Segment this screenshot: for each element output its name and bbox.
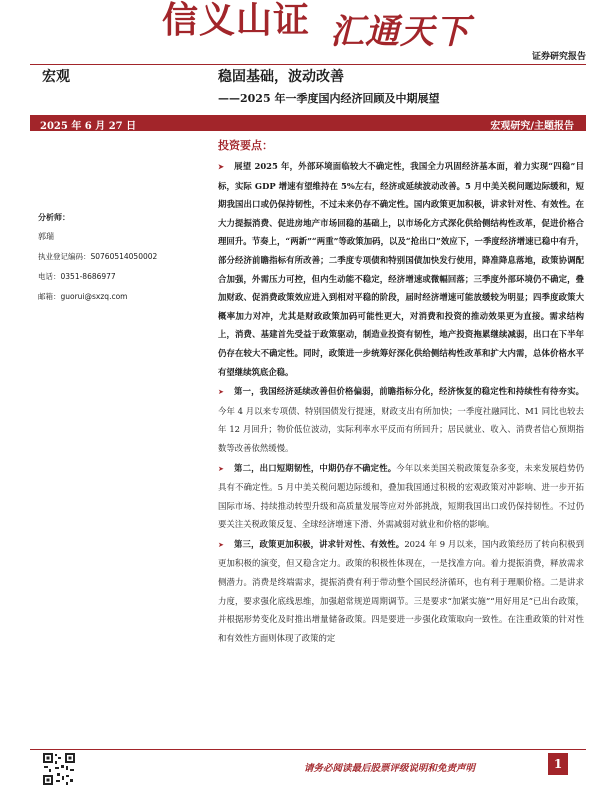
page-title: 稳固基础，波动改善 <box>218 69 344 85</box>
bullet-arrow-icon: ➤ <box>218 540 224 549</box>
report-date: 2025 年 6 月 27 日 <box>40 121 137 132</box>
header-divider <box>30 64 586 65</box>
analyst-phone: 电话：0351-8686977 <box>38 272 116 281</box>
bullet-arrow-icon: ➤ <box>218 388 224 397</box>
qr-code-graphic <box>42 752 76 786</box>
analyst-license: 执业登记编码：S0760514050002 <box>38 252 158 261</box>
footer-divider <box>30 749 586 750</box>
paragraph-text: 2024 年 9 月以来，国内政策经历了转向积极到更加积极的演变，但又稳含定力。政策的积极性体现在，一是找准方向。着力提振消费，释放需求侧潜力。消费是终端需求，提振消费有利于带动整个国民经济循环，也有利于理顺价格。二是讲求力度，要求强化底线思维，加强超常规逆周期调节。三是要求“加紧实施”“用好用足”已出台政策，并根据形势变化及时推出增量储备政策。四是要进一步强化政策取向一致性。在注重政策的针对性和有效性方面则体现了政策的定 <box>218 538 584 643</box>
report-category: 宏观 <box>42 69 70 85</box>
paragraph-text: 展望 2025 年，外部环境面临较大不确定性，我国全力巩固经济基本面，着力实现“四稳”目标，实际 GDP 增速有望维持在 5%左右，经济或延续波动改善。5 月中美关税问题边际缓和，短期我国出口或仍保持韧性，不过未来仍存不确定性。国内政策更加积极，讲求针对性、有效性。在大力提振消费、促进房地产市场回稳的基础上，以市场化方式深化供给侧结构性改革，促进价格合理回升。节奏上，“两新”“两重”等政策加码，以及“抢出口”效应下，一季度经济增速已稳中有升，部分经济前瞻指标有所改善；二季度专项债和特别国债加快发行使用，降准降息落地，政策协调配合加强，外需压力可控，但内生动能不稳定，经济增速或微幅回落；三季度外部环境仍不确定，叠加财政、促消费政策效应进入到相对平稳的阶段，届时经济增速可能放缓较为明显；四季度政策大概率加力对冲，尤其是财政政策加码可能性更大，对消费和投资的推动效果更为直接。需求结构上，消费、基建首先受益于政策驱动，制造业投资有韧性，地产投资拖累继续减弱，出口在下半年仍存在较大不确定性。同时，政策进一步统筹好深化供给侧结构性改革和扩大内需，总体价格水平有望继续筑底企稳。 <box>218 161 584 377</box>
bullet-arrow-icon: ➤ <box>218 464 224 473</box>
analyst-label: 分析师： <box>38 213 70 222</box>
highlights-title: 投资要点： <box>218 139 273 152</box>
paragraph-text: 今年 4 月以来专项债、特别国债发行提速，财政支出有所加快；一季度社融同比、M1 同比也较去年 12 月回升；物价低位波动，实际利率水平反而有所回升；居民就业、收入、消费者信心预期指数等改善依然缓慢。 <box>218 405 584 453</box>
bullet-arrow-icon: ➤ <box>218 162 224 171</box>
page-number: 1 <box>548 753 568 775</box>
paragraph-lead: 第三，政策更加积极，讲求针对性、有效性。 <box>233 538 405 549</box>
highlight-paragraph-2 <box>218 382 584 457</box>
paragraph-lead: 第二，出口短期韧性，中期仍存不确定性。 <box>233 462 397 473</box>
highlight-paragraph-4 <box>218 535 584 648</box>
disclaimer-notice: 请务必阅读最后股票评级说明和免责声明 <box>304 763 476 774</box>
paragraph-lead: 第一，我国经济延续改善但价格偏弱，前瞻指标分化，经济恢复的稳定性和持续性有待夯实。 <box>233 386 584 397</box>
report-kind: 宏观研究/主题报告 <box>490 121 574 132</box>
highlight-paragraph-3 <box>218 459 584 534</box>
analyst-email[interactable]: 邮箱：guorui@sxzq.com <box>38 292 128 301</box>
investment-highlights <box>218 137 584 648</box>
highlight-paragraph-1 <box>218 157 584 381</box>
date-banner <box>30 115 586 131</box>
qr-code-icon <box>42 752 76 786</box>
logo-slogan-part2: 汇通天下 <box>330 12 470 52</box>
brand-logo <box>162 0 470 52</box>
report-type-label: 证券研究报告 <box>531 52 586 62</box>
paragraph-text: 今年以来美国关税政策复杂多变，未来发展趋势仍具有不确定性。5 月中美关税问题边际缓和，叠加我国通过积极的宏观政策对冲影响、进一步开拓国际市场、持续推动转型升级和高质量发展等应对外部挑战，短期我国出口或仍保持韧性。不过仍要关注关税政策反复、全球经济增速下滑、外需减弱对就业和价格的影响。 <box>218 462 585 530</box>
page-subtitle: ——2025 年一季度国内经济回顾及中期展望 <box>218 92 440 105</box>
logo-slogan-part1: 信义山证 <box>162 0 311 41</box>
analyst-name: 郭瑞 <box>38 232 54 241</box>
